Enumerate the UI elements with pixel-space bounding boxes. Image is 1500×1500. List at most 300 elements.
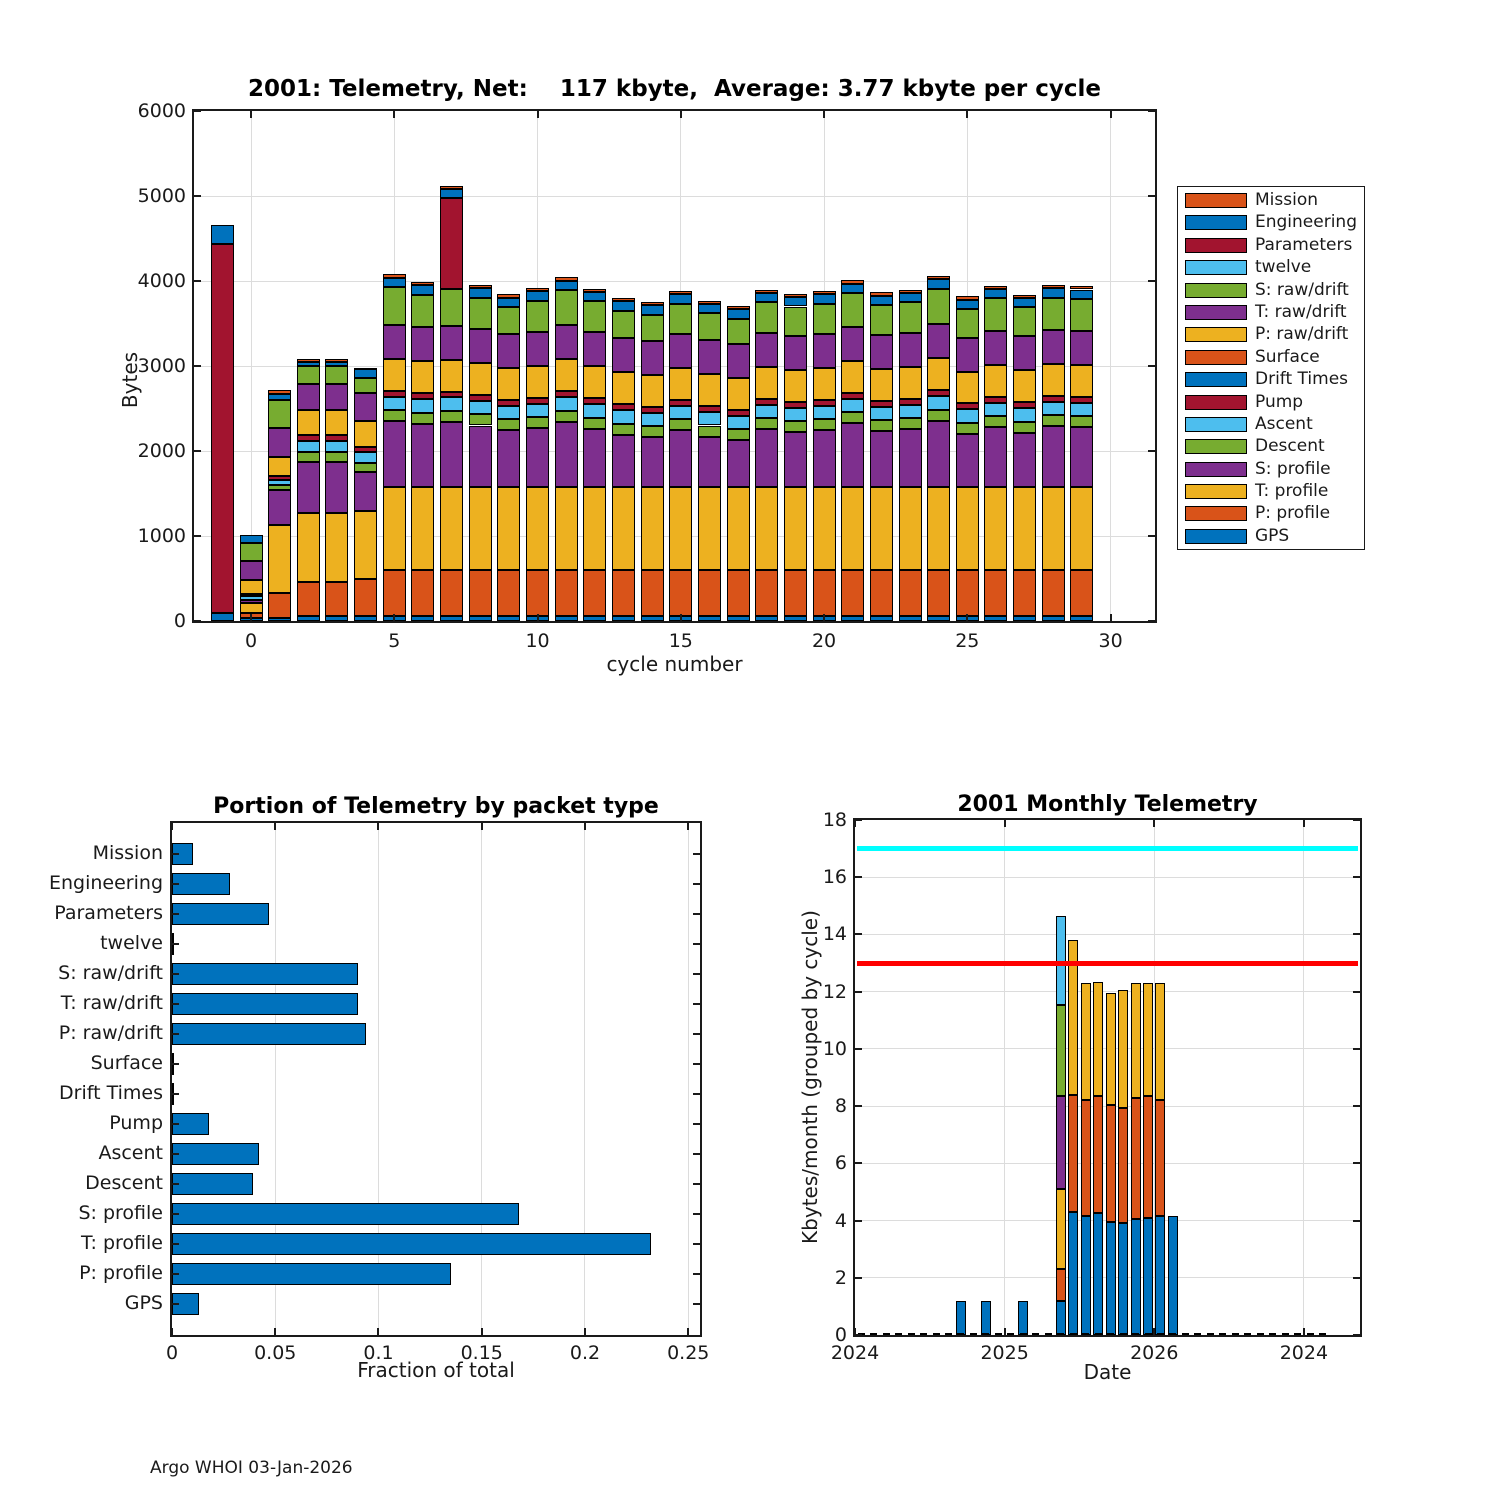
x-tick-label: 0.2 (569, 1342, 601, 1364)
y-tick-label: 2000 (137, 440, 186, 462)
category-tick (172, 1063, 179, 1065)
zero-month-dash (895, 1333, 902, 1335)
y-tick (855, 1334, 862, 1336)
bar-segment-P: raw/drift (755, 367, 778, 399)
bar-Descent (172, 1173, 253, 1195)
bar-segment-S: raw/drift (899, 302, 922, 333)
month-bar-segment (1081, 983, 1091, 1100)
bar-segment-Engineering (1070, 290, 1093, 299)
bar-segment-GPS (984, 616, 1007, 621)
bar-segment-T: profile (956, 487, 979, 571)
bar-segment-S: profile (927, 421, 950, 487)
bar-segment-T: profile (841, 487, 864, 571)
bar-segment-T: profile (555, 487, 578, 571)
bar-segment-Pump (984, 397, 1007, 403)
legend-item-S: profile (1178, 459, 1364, 481)
bar-segment-Engineering (411, 285, 434, 294)
y-tick (855, 933, 862, 935)
gridline-y (855, 934, 1360, 935)
category-tick (693, 1153, 700, 1155)
bar-segment-Engineering (526, 291, 549, 300)
y-tick (1353, 876, 1360, 878)
bar-segment-Engineering (354, 369, 377, 378)
bar-segment-Pump (899, 399, 922, 405)
category-tick (693, 943, 700, 945)
category-tick (172, 883, 179, 885)
bar-segment-S: profile (325, 462, 348, 513)
bar-segment-T: profile (984, 487, 1007, 571)
bar-segment-T: profile (698, 487, 721, 571)
bar-segment-S: profile (870, 431, 893, 486)
month-bar-segment (1106, 993, 1116, 1105)
bar-segment-T: profile (411, 487, 434, 571)
y-tick (1353, 1334, 1360, 1336)
category-tick (172, 1093, 179, 1095)
legend-item-Ascent (1178, 414, 1364, 436)
bar-segment-P: profile (297, 582, 320, 616)
y-tick (855, 819, 862, 821)
bar-segment-Ascent (784, 408, 807, 422)
month-bar-segment (1068, 1212, 1078, 1335)
bar-segment-GPS (755, 616, 778, 621)
bar-S: raw/drift (172, 963, 358, 985)
bar-segment-T: raw/drift (870, 335, 893, 369)
category-tick (693, 913, 700, 915)
bar-Engineering (172, 873, 230, 895)
x-tick (1153, 1328, 1155, 1335)
bar-segment-P: profile (813, 570, 836, 615)
bar-segment-GPS (641, 616, 664, 621)
bar-segment-S: profile (1042, 426, 1065, 486)
bar-segment-Engineering (383, 278, 406, 287)
bar-segment-Mission (583, 289, 606, 292)
bar-segment-Mission (984, 286, 1007, 289)
category-tick (693, 1213, 700, 1215)
gridline-x (275, 823, 276, 1335)
bar-segment-Descent (555, 411, 578, 422)
bar-segment-Engineering (555, 281, 578, 290)
bar-segment-T: profile (497, 487, 520, 571)
x-tick-label: 0.1 (363, 1342, 394, 1364)
legend-item-Mission (1178, 190, 1364, 212)
month-bar-segment (1131, 1098, 1141, 1220)
bar-segment-Mission (641, 302, 664, 305)
bar-segment-T: raw/drift (841, 327, 864, 361)
bar-segment-Engineering (1042, 288, 1065, 297)
bar-segment-T: raw/drift (755, 333, 778, 367)
y-tick (194, 450, 201, 452)
month-bar-segment (1143, 1096, 1153, 1218)
portion-xlabel: Fraction of total (357, 1358, 515, 1382)
bar-segment-P: raw/drift (641, 375, 664, 407)
bar-segment-S: raw/drift (956, 309, 979, 337)
bar-segment-S: raw/drift (297, 366, 320, 384)
zero-month-dash (1219, 1333, 1226, 1335)
bar-segment-Ascent (727, 416, 750, 430)
legend (1177, 186, 1365, 550)
category-label-Mission: Mission (92, 841, 163, 864)
y-tick (194, 620, 201, 622)
gridline-x (378, 823, 379, 1335)
bar-segment-Ascent (240, 596, 263, 599)
x-tick (537, 111, 539, 118)
zero-month-dash (1132, 1333, 1139, 1335)
bar-segment-Mission (469, 285, 492, 288)
bar-segment-S: raw/drift (813, 304, 836, 334)
x-tick (1004, 820, 1006, 827)
bar-segment-S: raw/drift (841, 293, 864, 327)
x-tick (966, 111, 968, 118)
bar-segment-Descent (440, 411, 463, 422)
legend-item-P: raw/drift (1178, 324, 1364, 346)
bar-segment-S: raw/drift (440, 289, 463, 326)
bar-segment-P: profile (1013, 570, 1036, 615)
bar-segment-Descent (984, 416, 1007, 427)
y-tick (1148, 365, 1155, 367)
x-tick (393, 111, 395, 118)
month-bar-segment (1143, 983, 1153, 1096)
category-tick (172, 973, 179, 975)
zero-month-dash (995, 1333, 1002, 1335)
category-label-S: profile: S: profile (78, 1201, 163, 1224)
y-tick (855, 1105, 862, 1107)
bar-segment-T: raw/drift (440, 326, 463, 360)
bar-segment-T: raw/drift (268, 428, 291, 456)
month-bar-segment (1081, 1100, 1091, 1216)
x-tick (966, 614, 968, 621)
legend-swatch (1185, 238, 1247, 253)
bar-segment-Engineering (440, 189, 463, 198)
legend-item-S: raw/drift (1178, 280, 1364, 302)
month-bar-segment (1168, 1216, 1178, 1335)
y-tick-label: 4 (834, 1209, 847, 1232)
bar-segment-S: raw/drift (698, 313, 721, 340)
bar-segment-P: profile (1042, 570, 1065, 615)
bar-segment-P: raw/drift (268, 457, 291, 477)
legend-label: S: profile (1255, 458, 1331, 479)
bar-segment-T: profile (669, 487, 692, 571)
bar-segment-S: profile (469, 426, 492, 487)
gridline-x (1004, 820, 1005, 1335)
bar-segment-Pump (641, 407, 664, 413)
legend-label: S: raw/drift (1255, 279, 1349, 300)
month-bar-segment (1131, 1219, 1141, 1335)
bar-segment-T: profile (870, 487, 893, 571)
y-tick-label: 8 (834, 1095, 847, 1118)
zero-month-dash (1194, 1333, 1201, 1335)
bar-segment-S: profile (755, 429, 778, 486)
x-tick (171, 823, 173, 830)
zero-month-dash (1294, 1333, 1301, 1335)
y-tick-label: 6000 (137, 100, 186, 122)
bar-segment-Engineering (870, 296, 893, 305)
bar-segment-Engineering (698, 304, 721, 313)
legend-label: Parameters (1255, 234, 1353, 255)
month-bar-segment (1093, 1096, 1103, 1213)
bar-segment-T: raw/drift (469, 329, 492, 363)
bar-segment-S: profile (411, 424, 434, 487)
legend-swatch (1185, 506, 1247, 521)
legend-swatch (1185, 529, 1247, 544)
bar-segment-P: profile (899, 570, 922, 615)
bar-segment-S: profile (526, 428, 549, 486)
bar-segment-Ascent (383, 397, 406, 411)
bar-segment-P: profile (956, 570, 979, 615)
zero-month-dash (957, 1333, 964, 1335)
bar-segment-S: profile (612, 435, 635, 487)
category-tick (693, 1273, 700, 1275)
zero-month-dash (1244, 1333, 1251, 1335)
bar-segment-Pump (755, 399, 778, 405)
bar-segment-S: raw/drift (583, 301, 606, 332)
x-tick-label: 2024 (830, 1342, 880, 1364)
x-tick (481, 1328, 483, 1335)
category-label-GPS: GPS (124, 1291, 163, 1314)
legend-label: Surface (1255, 346, 1320, 367)
zero-month-dash (1232, 1333, 1239, 1335)
bar-segment-S: profile (813, 430, 836, 487)
bar-segment-Mission (841, 280, 864, 283)
bar-segment-P: raw/drift (984, 365, 1007, 397)
bar-segment-T: raw/drift (354, 393, 377, 421)
legend-swatch (1185, 417, 1247, 432)
bar-segment-Mission (698, 301, 721, 304)
bar-segment-Mission (1013, 295, 1036, 298)
x-tick (1004, 1328, 1006, 1335)
month-bar-segment (1155, 983, 1165, 1100)
bar-segment-Ascent (899, 405, 922, 419)
category-label-Descent: Descent (85, 1171, 163, 1194)
bar-segment-P: profile (841, 570, 864, 615)
x-tick (680, 111, 682, 118)
bar-segment-Pump (870, 401, 893, 407)
bar-segment-GPS (1042, 616, 1065, 621)
bar-segment-P: profile (641, 570, 664, 615)
legend-label: Descent (1255, 436, 1325, 457)
bar-segment-T: profile (583, 487, 606, 571)
bar-segment-S: profile (899, 429, 922, 486)
bar-segment-T: raw/drift (526, 332, 549, 366)
category-tick (693, 853, 700, 855)
bar-segment-T: raw/drift (927, 324, 950, 358)
bar-segment-Descent (469, 414, 492, 425)
bar-segment-P: raw/drift (899, 367, 922, 399)
category-tick (172, 913, 179, 915)
bar-segment-S: raw/drift (1070, 299, 1093, 331)
bar-segment-Mission (899, 290, 922, 293)
x-tick (823, 614, 825, 621)
bar-T: raw/drift (172, 993, 358, 1015)
bar-segment-P: raw/drift (497, 368, 520, 400)
month-bar-segment (1056, 1005, 1066, 1097)
category-tick (172, 853, 179, 855)
bar-segment-Ascent (841, 399, 864, 413)
category-label-Drift Times: Drift Times (59, 1081, 163, 1104)
legend-swatch (1185, 484, 1247, 499)
bar-segment-Ascent (440, 397, 463, 411)
y-tick (855, 1048, 862, 1050)
bar-segment-S: profile (240, 600, 263, 603)
y-tick (1148, 280, 1155, 282)
bar-segment-P: raw/drift (325, 410, 348, 435)
legend-label: Pump (1255, 391, 1304, 412)
legend-item-Parameters (1178, 235, 1364, 257)
bar-segment-Engineering (497, 298, 520, 307)
legend-label: Drift Times (1255, 369, 1349, 390)
reference-line-cyan (857, 846, 1358, 851)
bar-segment-Mission (440, 186, 463, 189)
bar-segment-S: raw/drift (526, 301, 549, 332)
bar-segment-S: raw/drift (497, 307, 520, 334)
bar-segment-Pump (956, 403, 979, 409)
bar-segment-P: profile (784, 570, 807, 615)
x-tick-label: 0.15 (460, 1342, 503, 1364)
bar-segment-Ascent (1013, 408, 1036, 422)
bar-segment-S: raw/drift (612, 311, 635, 339)
category-tick (172, 943, 179, 945)
bar-segment-Pump (354, 447, 377, 452)
bar-segment-Engineering (240, 535, 263, 543)
bar-segment-Parameters (440, 198, 463, 289)
bar-segment-Descent (354, 463, 377, 472)
x-tick (1110, 614, 1112, 621)
category-tick (172, 1003, 179, 1005)
zero-month-dash (933, 1333, 940, 1335)
x-tick (854, 1328, 856, 1335)
bar-segment-Mission (755, 290, 778, 293)
bar-segment-T: profile (526, 487, 549, 571)
category-label-Pump: Pump (109, 1111, 163, 1134)
y-tick (855, 876, 862, 878)
x-tick-label: 20 (811, 630, 837, 652)
bar-segment-Mission (669, 291, 692, 294)
legend-item-T: profile (1178, 481, 1364, 503)
bar-segment-P: raw/drift (870, 369, 893, 401)
monthly-plot-area (853, 818, 1362, 1337)
bar-segment-T: raw/drift (383, 325, 406, 359)
bar-segment-Mission (1070, 286, 1093, 289)
bar-segment-Pump (1013, 402, 1036, 408)
bar-segment-P: profile (383, 570, 406, 615)
month-bar-segment (1093, 982, 1103, 1096)
y-tick (1353, 933, 1360, 935)
bar-segment-S: profile (555, 422, 578, 487)
zero-month-dash (982, 1333, 989, 1335)
bar-segment-GPS (411, 616, 434, 621)
bar-segment-T: raw/drift (497, 334, 520, 368)
bar-segment-Ascent (469, 401, 492, 415)
y-tick-label: 14 (822, 923, 847, 946)
legend-label: T: raw/drift (1255, 301, 1347, 322)
bar-segment-P: raw/drift (669, 368, 692, 400)
y-tick (194, 535, 201, 537)
bar-segment-S: raw/drift (641, 315, 664, 341)
bar-segment-S: raw/drift (383, 287, 406, 325)
x-tick-label: 10 (525, 630, 550, 652)
bar-segment-S: raw/drift (469, 298, 492, 329)
zero-month-dash (1307, 1333, 1314, 1335)
zero-month-dash (1120, 1333, 1127, 1335)
bar-segment-P: profile (268, 593, 291, 619)
bar-P: profile (172, 1263, 451, 1285)
bar-segment-T: raw/drift (813, 334, 836, 368)
x-tick-label: 2024 (1279, 1342, 1329, 1364)
bar-segment-S: profile (297, 462, 320, 513)
bar-segment-Pump (669, 400, 692, 406)
bar-segment-Descent (612, 424, 635, 435)
y-tick (1353, 1048, 1360, 1050)
category-tick (693, 883, 700, 885)
bar-segment-Descent (841, 412, 864, 423)
bar-segment-Pump (841, 393, 864, 399)
bar-segment-P: profile (411, 570, 434, 615)
category-label-twelve: twelve (100, 931, 163, 954)
bar-segment-S: profile (727, 440, 750, 486)
x-tick (584, 823, 586, 830)
y-tick (1148, 195, 1155, 197)
bar-segment-S: profile (984, 427, 1007, 487)
bar-segment-P: profile (440, 570, 463, 615)
zero-month-dash (1182, 1333, 1189, 1335)
monthly-chart-title: 2001 Monthly Telemetry (957, 792, 1258, 817)
category-label-T: raw/drift: T: raw/drift (60, 991, 163, 1014)
telemetry-ylabel: Bytes (118, 351, 142, 409)
bar-segment-S: raw/drift (555, 290, 578, 325)
month-bar-segment (1068, 1095, 1078, 1212)
y-tick (1353, 1277, 1360, 1279)
category-tick (693, 1033, 700, 1035)
x-tick (481, 823, 483, 830)
bar-segment-GPS (727, 616, 750, 621)
legend-item-P: profile (1178, 503, 1364, 525)
x-tick-label: 25 (955, 630, 980, 652)
bar-segment-P: raw/drift (440, 360, 463, 392)
bar-segment-Pump (784, 402, 807, 408)
bar-segment-Mission (813, 291, 836, 294)
x-tick-label: 5 (388, 630, 401, 652)
legend-swatch (1185, 439, 1247, 454)
bar-segment-Descent (698, 426, 721, 437)
zero-month-dash (1007, 1333, 1014, 1335)
bar-segment-Pump (297, 435, 320, 441)
bar-segment-Ascent (870, 407, 893, 421)
bar-segment-Engineering (813, 294, 836, 303)
bar-segment-P: raw/drift (526, 366, 549, 398)
bar-segment-Descent (1042, 415, 1065, 426)
category-label-Parameters: Parameters (54, 901, 163, 924)
month-bar-segment (1155, 1216, 1165, 1335)
bar-segment-T: raw/drift (899, 333, 922, 367)
y-tick (1353, 1105, 1360, 1107)
bar-segment-T: raw/drift (1042, 330, 1065, 364)
y-tick (1148, 535, 1155, 537)
x-tick (393, 614, 395, 621)
y-tick-label: 5000 (137, 185, 186, 207)
bar-segment-S: profile (440, 422, 463, 487)
bar-segment-Mission (555, 277, 578, 280)
bar-segment-Pump (240, 594, 263, 597)
bar-segment-Pump (727, 410, 750, 416)
zero-month-dash (1082, 1333, 1089, 1335)
bar-segment-Pump (612, 404, 635, 410)
legend-item-Descent (1178, 436, 1364, 458)
y-tick (1353, 1162, 1360, 1164)
bar-segment-T: raw/drift (240, 561, 263, 581)
category-tick (693, 1303, 700, 1305)
y-tick-label: 1000 (137, 525, 186, 547)
bar-segment-Mission (612, 298, 635, 301)
bar-segment-Mission (784, 294, 807, 297)
